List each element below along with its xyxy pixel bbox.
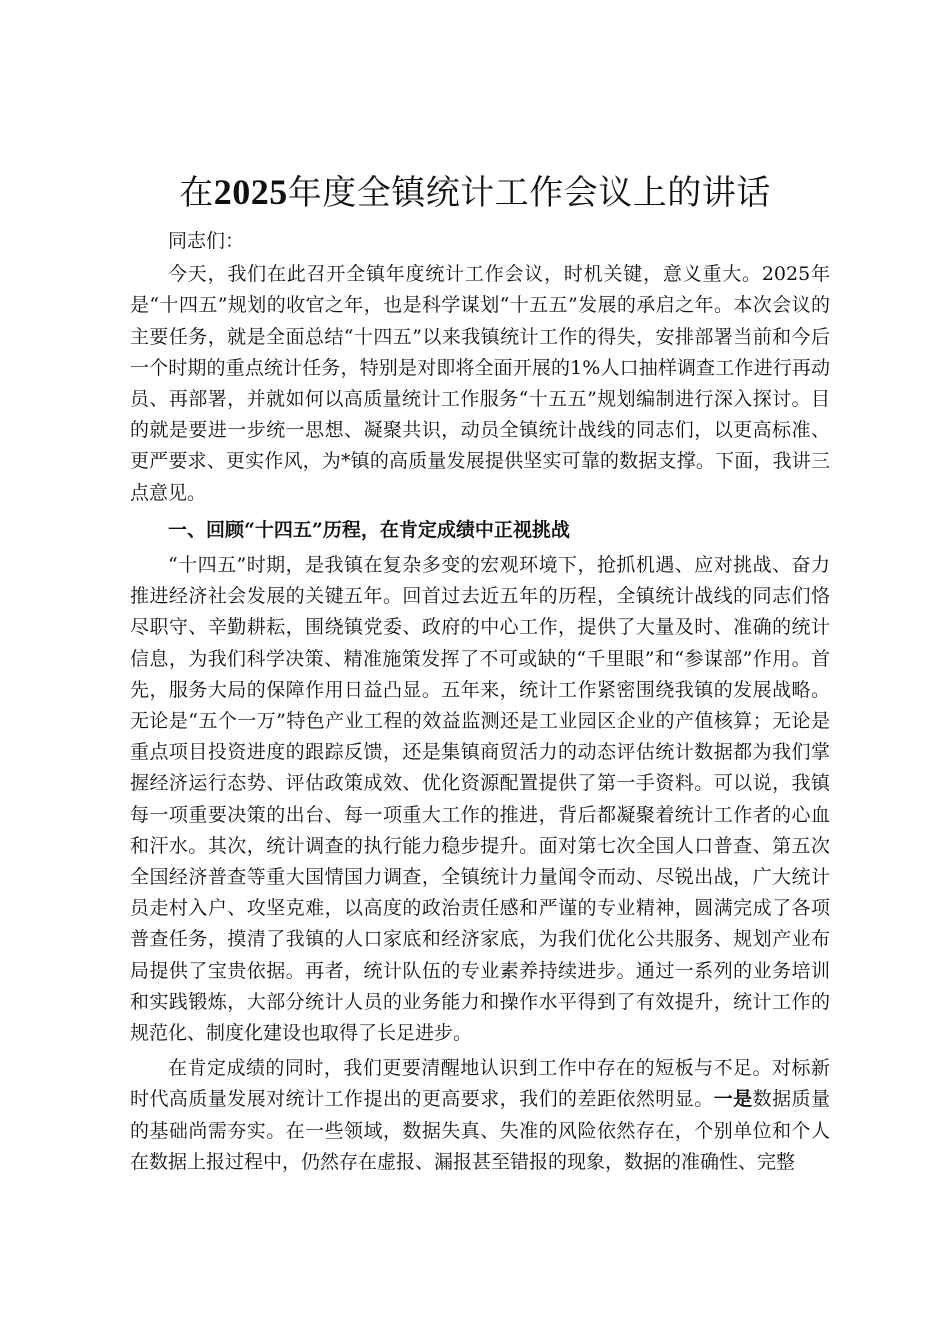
title-year: 2025 <box>213 172 288 212</box>
paragraph-text-cont: 数据质量的基础尚需夯实。在一些领域，数据失真、失准的风险依然存在，个别单位和个人在数据上报过程中，仍然存在虚报、漏报甚至错报的现象，数据的准确性、完整 <box>130 1088 830 1173</box>
section-heading: 一、回顾“十四五”历程，在肯定成绩中正视挑战 <box>168 518 570 541</box>
paragraph-text: 在肯定成绩的同时，我们更要清醒地认识到工作中存在的短板与不足。对标新时代高质量发展对统计工作提出的更高要求，我们的差距依然明显。 <box>130 1057 830 1111</box>
intro-paragraph: 今天，我们在此召开全镇年度统计工作会议，时机关键，意义重大。2025年是“十四五”规划的收官之年，也是科学谋划“十五五”发展的承启之年。本次会议的主要任务，就是全面总结“十四五”以来我镇统计工作的得失，安排部署当前和今后一个时期的重点统计任务，特别是对即将全面开展的1%人口抽样调查工作进行再动员、再部署，并就如何以高质量统计工作服务“十五五”规划编制进行深入探讨。目的就是要进一步统一思想、凝聚共识，动员全镇统计战线的同志们，以更高标准、更严要求、更实作风，为*镇的高质量发展提供坚实可靠的数据支撑。下面，我讲三点意见。 <box>130 263 830 504</box>
salutation: 同志们： <box>168 230 245 252</box>
body-paragraph: “十四五”时期，是我镇在复杂多变的宏观环境下，抢抓机遇、应对挑战、奋力推进经济社会发展的关键五年。回首过去近五年的历程，全镇统计战线的同志们恪尽职守、辛勤耕耘，围绕镇党委、政府的中心工作，提供了大量及时、准确的统计信息，为我们科学决策、精准施策发挥了不可或缺的“千里眼”和“参谋部”作用。首先，服务大局的保障作用日益凸显。五年来，统计工作紧密围绕我镇的发展战略。无论是“五个一万”特色产业工程的效益监测还是工业园区企业的产值核算；无论是重点项目投资进度的跟踪反馈，还是集镇商贸活力的动态评估统计数据都为我们掌握经济运行态势、评估政策成效、优化资源配置提供了第一手资料。可以说，我镇每一项重要决策的出台、每一项重大工作的推进，背后都凝聚着统计工作者的心血和汗水。其次，统计调查的执行能力稳步提升。面对第七次全国人口普查、第五次全国经济普查等重大国情国力调查，全镇统计力量闻令而动、尽锐出战，广大统计员走村入户、攻坚克难，以高度的政治责任感和严谨的专业精神，圆满完成了各项普查任务，摸清了我镇的人口家底和经济家底，为我们优化公共服务、规划产业布局提供了宝贵依据。再者，统计队伍的专业素养持续进步。通过一系列的业务培训和实践锻炼，大部分统计人员的业务能力和操作水平得到了有效提升，统计工作的规范化、制度化建设也取得了长足进步。 <box>130 554 830 1045</box>
title-prefix: 在 <box>179 173 214 213</box>
title-suffix: 年度全镇统计工作会议上的讲话 <box>287 173 771 213</box>
emphasis-label: 一是 <box>713 1088 753 1111</box>
body-paragraph-2 <box>130 1053 830 1178</box>
document-body <box>130 226 830 1178</box>
document-title <box>0 166 950 219</box>
